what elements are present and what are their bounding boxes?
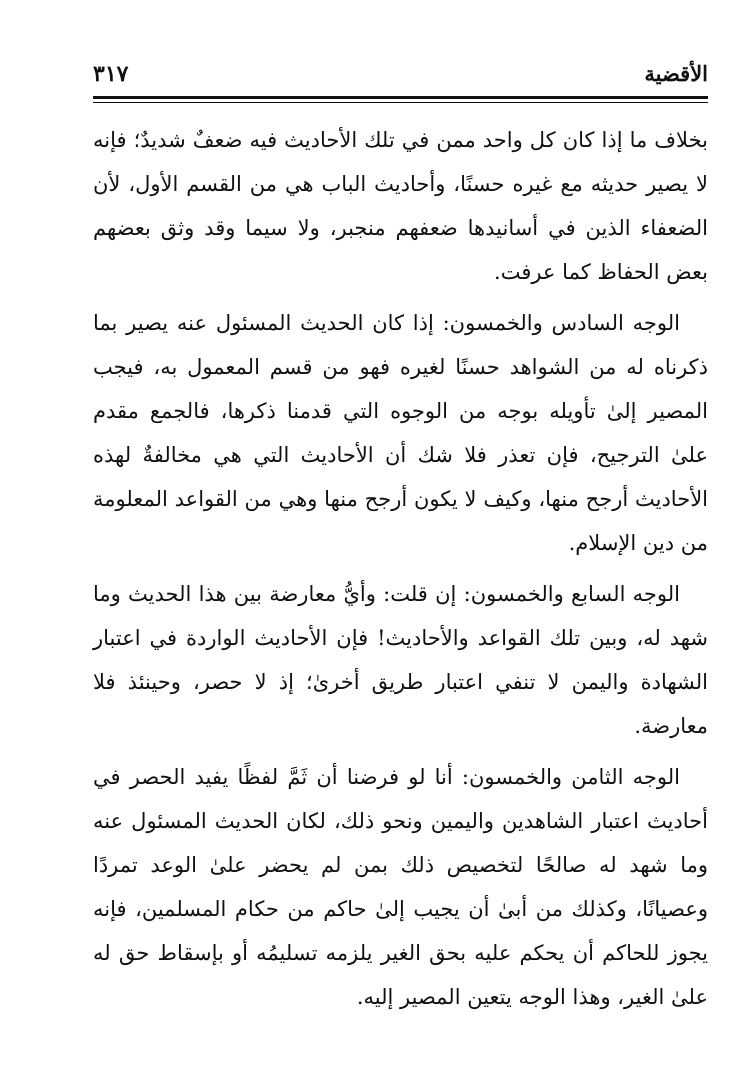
paragraph-4: الوجه الثامن والخمسون: أنا لو فرضنا أن ثَمَّ لفظًا يفيد الحصر في أحاديث اعتبار الشاهدين واليمين ونحو ذلك، لكان الحديث المسئول عنه وما شهد له صالحًا لتخصيص ذلك بمن لم يحضر علىٰ الوعد تمردًا وعصيانًا، وكذلك من أبىٰ أن يجيب إلىٰ حاكم من حكام المسلمين، فإنه يجوز للحاكم أن يحكم عليه بحق الغير يلزمه تسليمُه أو بإسقاط حق له علىٰ الغير، وهذا الوجه يتعين المصير إليه. — [93, 765, 708, 1009]
paragraph-3: الوجه السابع والخمسون: إن قلت: وأيُّ معارضة بين هذا الحديث وما شهد له، وبين تلك القواعد والأحاديث! فإن الأحاديث الواردة في اعتبار الشهادة واليمن لا تنفي اعتبار طريق أخرىٰ؛ إذ لا حصر، وحينئذ فلا معارضة. — [93, 582, 708, 738]
running-title: الأقضية — [644, 61, 708, 86]
header-rule-thick — [93, 96, 708, 99]
body-text — [93, 118, 708, 1019]
paragraph-2: الوجه السادس والخمسون: إذا كان الحديث المسئول عنه يصير بما ذكرناه له من الشواهد حسنًا لغيره فهو من قسم المعمول به، فيجب المصير إلىٰ تأويله بوجه من الوجوه التي قدمنا ذكرها، فالجمع مقدم علىٰ الترجيح، فإن تعذر فلا شك أن الأحاديث التي هي مخالفةٌ لهذه الأحاديث أرجح منها، وكيف لا يكون أرجح منها وهي من القواعد المعلومة من دين الإسلام. — [93, 311, 708, 555]
header-rule-thin — [93, 102, 708, 103]
page-header — [93, 56, 708, 92]
paragraph-1: بخلاف ما إذا كان كل واحد ممن في تلك الأحاديث فيه ضعفٌ شديدٌ؛ فإنه لا يصير حديثه مع غيره حسنًا، وأحاديث الباب هي من القسم الأول، لأن الضعفاء الذين في أسانيدها ضعفهم منجبر، ولا سيما وقد وثق بعضهم بعض الحفاظ كما عرفت. — [93, 128, 708, 284]
page-number: ٣١٧ — [93, 61, 129, 87]
